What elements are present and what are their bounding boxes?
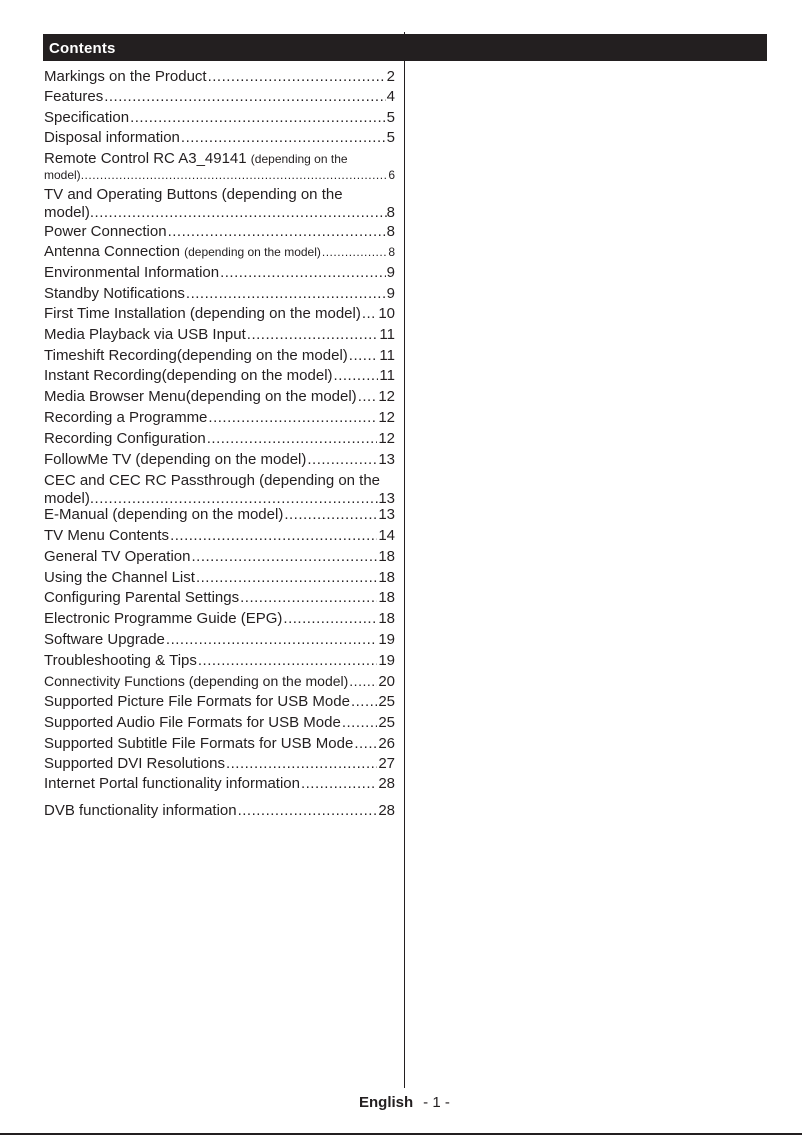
toc-entry-page: 14: [378, 527, 395, 544]
toc-entry-label: Electronic Programme Guide (EPG): [44, 610, 283, 627]
toc-entry-label: TV Menu Contents: [44, 527, 170, 544]
leader-dots: [349, 346, 379, 366]
toc-entry[interactable]: [44, 450, 395, 470]
leader-dots: [81, 168, 389, 182]
toc-entry-label-cont: model): [44, 204, 90, 221]
toc-entry-label: Instant Recording(depending on the model): [44, 367, 333, 384]
toc-entry-page: 11: [379, 347, 395, 364]
contents-header-bar: [43, 34, 767, 61]
toc-entry-label: Markings on the Product: [44, 68, 207, 85]
bottom-rule: [0, 1133, 802, 1135]
toc-entry[interactable]: [44, 186, 395, 222]
toc-entry[interactable]: [44, 651, 395, 671]
toc-entry-page: 13: [378, 490, 395, 507]
toc-entry-label: Troubleshooting & Tips: [44, 652, 197, 669]
toc-entry-page: 18: [378, 569, 395, 586]
leader-dots: [334, 366, 379, 386]
leader-dots: [90, 204, 387, 222]
toc-entry-label: Timeshift Recording(depending on the model): [44, 347, 348, 364]
leader-dots: [238, 801, 378, 821]
toc-entry-page: 8: [386, 204, 395, 221]
toc-entry-note: (depending on the: [250, 152, 348, 166]
toc-entry-label: Supported Audio File Formats for USB Mode: [44, 714, 341, 731]
toc-entry-label: TV and Operating Buttons (depending on the: [44, 186, 343, 203]
toc-entry-page: 11: [379, 326, 395, 343]
toc-entry-label: Environmental Information: [44, 264, 220, 281]
toc-entry-label: General TV Operation: [44, 548, 191, 565]
toc-entry-label: Connectivity Functions (depending on the model): [44, 673, 349, 689]
toc-entry-page: 8: [388, 245, 395, 259]
toc-entry-page: 12: [378, 409, 395, 426]
toc-entry[interactable]: [44, 630, 395, 650]
toc-entry[interactable]: [44, 108, 395, 128]
toc-entry-label: Disposal information: [44, 129, 180, 146]
toc-entry-label: CEC and CEC RC Passthrough (depending on the: [44, 472, 381, 489]
toc-entry[interactable]: [44, 588, 395, 608]
toc-entry[interactable]: [44, 222, 395, 242]
leader-dots: [207, 429, 378, 449]
toc-entry-label: Recording a Programme: [44, 409, 208, 426]
toc-entry-label: FollowMe TV (depending on the model): [44, 451, 307, 468]
leader-dots: [168, 222, 386, 242]
toc-entry-label: Power Connection: [44, 223, 167, 240]
toc-entry-page: 13: [378, 506, 395, 523]
leader-dots: [284, 505, 377, 525]
toc-entry[interactable]: [44, 429, 395, 449]
footer-language: English: [359, 1094, 414, 1111]
toc-entry-label: Supported Picture File Formats for USB Mode: [44, 693, 350, 710]
toc-entry-page: 10: [378, 305, 395, 322]
leader-dots: [186, 284, 386, 304]
toc-entry[interactable]: [44, 671, 395, 692]
leader-dots: [342, 713, 378, 733]
leader-dots: [181, 128, 386, 148]
toc-entry-page: 4: [386, 88, 395, 105]
toc-entry[interactable]: [44, 284, 395, 304]
toc-entry-page: 9: [386, 285, 395, 302]
footer-page-number: - 1 -: [423, 1094, 450, 1111]
toc-entry-page: 28: [378, 775, 395, 792]
toc-entry-page: 25: [378, 693, 395, 710]
toc-entry-label: Supported DVI Resolutions: [44, 755, 225, 772]
leader-dots: [208, 67, 386, 87]
leader-dots: [351, 692, 377, 712]
column-divider: [404, 32, 405, 1088]
toc-entry-page: 18: [378, 610, 395, 627]
leader-dots: [358, 387, 378, 407]
toc-entry[interactable]: [44, 150, 395, 182]
toc-entry[interactable]: [44, 801, 395, 821]
toc-entry-note: (depending on the model): [184, 245, 321, 259]
leader-dots: [247, 325, 379, 345]
toc-entry-page: 5: [386, 109, 395, 126]
toc-entry-label: Specification: [44, 109, 130, 126]
toc-entry-label: Standby Notifications: [44, 285, 185, 302]
toc-entry[interactable]: [44, 67, 395, 87]
toc-entry[interactable]: [44, 304, 395, 324]
toc-entry-label-cont: model): [44, 168, 81, 182]
leader-dots: [240, 588, 377, 608]
toc-entry-label: Features: [44, 88, 104, 105]
toc-entry[interactable]: [44, 547, 395, 567]
toc-entry[interactable]: [44, 568, 395, 588]
toc-entry-label: First Time Installation (depending on the model): [44, 305, 361, 322]
toc-entry[interactable]: [44, 346, 395, 366]
toc-entry[interactable]: [44, 609, 395, 629]
toc-entry-page: 11: [379, 367, 395, 384]
toc-entry-page: 27: [378, 755, 395, 772]
leader-dots: [226, 754, 377, 774]
toc-entry[interactable]: [44, 408, 395, 428]
page-footer: [359, 1094, 450, 1111]
leader-dots: [307, 450, 377, 470]
leader-dots: [198, 651, 377, 671]
toc-entry[interactable]: [44, 263, 395, 283]
toc-entry[interactable]: [44, 87, 395, 107]
toc-entry[interactable]: [44, 325, 395, 345]
toc-entry-page: 9: [386, 264, 395, 281]
toc-entry-page: 28: [378, 802, 395, 819]
leader-dots: [301, 774, 377, 794]
toc-entry-label: Media Browser Menu(depending on the model): [44, 388, 357, 405]
toc-entry[interactable]: [44, 472, 395, 508]
leader-dots: [104, 87, 385, 107]
toc-entry-label: Antenna Connection: [44, 243, 180, 260]
toc-entry[interactable]: [44, 505, 395, 525]
toc-entry-page: 19: [378, 631, 395, 648]
toc-entry-label: Media Playback via USB Input: [44, 326, 246, 343]
leader-dots: [220, 263, 386, 283]
toc-entry[interactable]: [44, 128, 395, 148]
toc-entry-page: 6: [388, 168, 395, 182]
toc-entry[interactable]: [44, 242, 395, 262]
toc-entry[interactable]: [44, 734, 395, 754]
toc-entry[interactable]: [44, 366, 395, 386]
toc-entry[interactable]: [44, 526, 395, 546]
leader-dots: [349, 671, 377, 691]
toc-entry-page: 8: [386, 223, 395, 240]
toc-entry-page: 25: [378, 714, 395, 731]
contents-title: Contents: [49, 40, 116, 57]
toc-entry-label: DVB functionality information: [44, 802, 237, 819]
toc-entry-page: 18: [378, 589, 395, 606]
toc-entry-label: Configuring Parental Settings: [44, 589, 240, 606]
toc-entry-label: E-Manual (depending on the model): [44, 506, 284, 523]
toc-entry[interactable]: [44, 754, 395, 774]
toc-entry-page: 19: [378, 652, 395, 669]
toc-entry-label: Internet Portal functionality information: [44, 775, 300, 792]
leader-dots: [283, 609, 377, 629]
leader-dots: [208, 408, 377, 428]
leader-dots: [130, 108, 386, 128]
leader-dots: [196, 568, 377, 588]
toc-entry-page: 20: [378, 673, 395, 690]
toc-entry[interactable]: [44, 692, 395, 712]
leader-dots: [322, 242, 387, 262]
toc-entry-page: 5: [386, 129, 395, 146]
toc-entry-page: 26: [378, 735, 395, 752]
toc-entry-label-cont: model): [44, 490, 90, 507]
toc-entry-page: 12: [378, 388, 395, 405]
toc-entry-label: Recording Configuration: [44, 430, 206, 447]
toc-entry-page: 2: [386, 68, 395, 85]
leader-dots: [362, 304, 377, 324]
toc-entry-page: 13: [378, 451, 395, 468]
toc-entry[interactable]: [44, 774, 395, 794]
toc-entry[interactable]: [44, 387, 395, 407]
leader-dots: [170, 526, 377, 546]
leader-dots: [166, 630, 377, 650]
toc-entry-label: Remote Control RC A3_49141: [44, 150, 247, 167]
toc-entry[interactable]: [44, 713, 395, 733]
toc-entry-page: 12: [378, 430, 395, 447]
toc-entry-label: Software Upgrade: [44, 631, 165, 648]
toc-entry-label: Supported Subtitle File Formats for USB Mode: [44, 735, 354, 752]
leader-dots: [354, 734, 377, 754]
toc-entry-label: Using the Channel List: [44, 569, 195, 586]
toc-entry-page: 18: [378, 548, 395, 565]
leader-dots: [191, 547, 377, 567]
